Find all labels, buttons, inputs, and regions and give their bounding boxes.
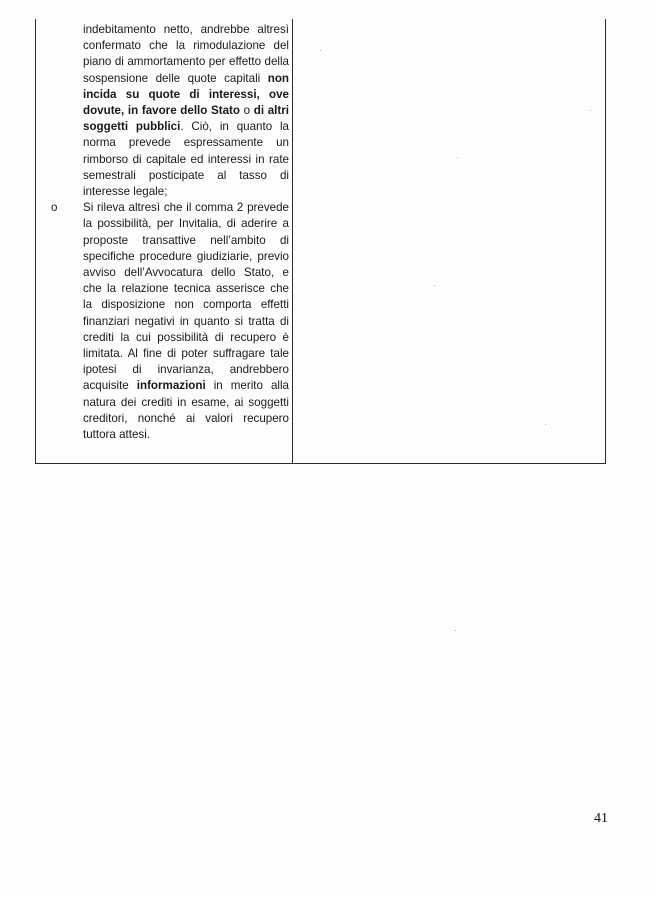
text-run: in merito alla natura dei crediti in esame, ai soggetti creditori, nonché ai valori recupero tuttora attesi. (83, 379, 289, 442)
bullet-list-item (51, 200, 289, 443)
scan-speck (434, 285, 435, 286)
scan-speck (545, 424, 546, 425)
comparison-table (35, 19, 606, 464)
scan-speck (590, 110, 591, 111)
text-run: Si rileva altresì che il comma 2 prevede la possibilità, per Invitalia, di aderire a proposte transattive nell’ambito di specifiche procedure giudiziarie, previo avviso dell’Avvocatura dello Stato, e che la relazione tecnica asserisce che la disposizione non comporta effetti finanziari negativi (83, 201, 289, 328)
text-run: . Ciò, in quanto la norma prevede espressamente un rimborso di capitale ed interessi in rate semestrali posticipate al tasso di interesse legale; (83, 120, 290, 199)
scan-speck (320, 50, 321, 51)
bullet-paragraph (83, 200, 289, 443)
text-run: in quanto si tratta di crediti la cui possibilità di recupero è limitata. Al fine di poter suffragare tale ipotesi di invarianza, andrebbero acquisite (83, 314, 289, 393)
hollow-bullet-icon: o (51, 201, 58, 215)
text-run: indebitamento netto, andrebbe altresì confermato che la rimodulazione del piano di ammortamento per effetto della sospensione delle quote capitali (83, 23, 289, 85)
bold-text-run: informazioni (136, 379, 206, 393)
continuation-paragraph (83, 22, 289, 200)
bold-text-run: di altri soggetti pubblici (83, 104, 289, 134)
text-run: o (240, 104, 254, 118)
cell-text-block (51, 22, 290, 443)
scan-speck (455, 630, 456, 631)
table-left-column (36, 19, 293, 463)
page-number: 41 (594, 811, 608, 826)
table-right-column (293, 19, 605, 463)
scan-speck (457, 157, 458, 158)
bold-text-run: non incida su quote di interessi, ove dovute, in favore dello Stato (83, 71, 289, 118)
